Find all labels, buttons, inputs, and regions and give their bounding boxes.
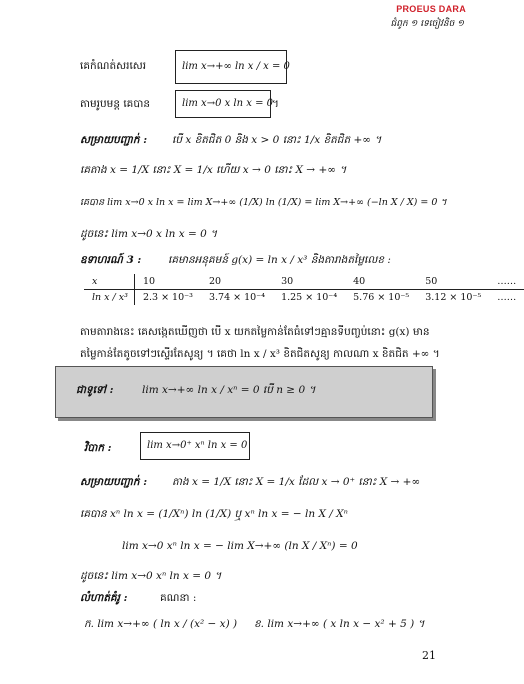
- chapter-header: ជំពូក ១ ទេចៀវនិច ១: [390, 19, 464, 29]
- table-cell: 5.76 × 10⁻⁵: [353, 292, 410, 303]
- table-header-cell: 50: [417, 274, 489, 290]
- exercise-intro: គណនា :: [160, 592, 197, 604]
- formula-end: ។: [272, 98, 279, 110]
- exercise-a: ក. lim x→+∞ ( ln x / (x² − x) ): [84, 618, 238, 630]
- table-header-cell: x: [84, 274, 134, 290]
- definition-box: lim x→+∞ ln x / x = 0: [175, 50, 287, 84]
- table-cell: ……: [497, 292, 517, 303]
- proof2-heading: សម្រាយបញ្ជាក់ :: [80, 476, 148, 488]
- proof2-line-1: តាង x = 1/X នោះ X = 1/x ដែល x → 0⁺ នោះ X → +∞: [172, 476, 421, 488]
- proof2-conclusion: ដូចនេះ lim x→0 xⁿ ln x = 0 ។: [80, 570, 222, 582]
- page-number: 21: [422, 649, 436, 662]
- table-header-cell: 20: [201, 274, 273, 290]
- observation-line-2: តម្លៃកាន់តែតូចទៅៗស្ទើរតែសូន្យ ។ គេថា ln x / x³ ខិតជិតសូន្យ កាលណា x ខិតជិត +∞ ។: [80, 348, 440, 360]
- table-header-cell: ……: [489, 274, 524, 290]
- formula-box: lim x→0 x ln x = 0: [175, 90, 271, 118]
- exercise-b: ខ. lim x→+∞ ( x ln x − x² + 5 ) ។: [254, 618, 425, 630]
- proof-line-3: គេបាន lim x→0 x ln x = lim X→+∞ (1/X) ln (1/X) = lim X→+∞ (−ln X / X) = 0 ។: [80, 197, 447, 208]
- values-table: [84, 274, 524, 305]
- definition-text: គេកំណត់សរសេរ: [80, 60, 147, 72]
- example-text: គេមានអនុគមន៍ g(x) = ln x / x³ និងតារាងតម្លៃលេខ :: [168, 254, 391, 266]
- table-cell: 1.25 × 10⁻⁴: [281, 292, 338, 303]
- table-header-cell: 30: [273, 274, 345, 290]
- proof-heading: សម្រាយបញ្ជាក់ :: [80, 134, 148, 146]
- observation-line-1: តាមតារាងនេះ គេសង្កេតឃើញថា បើ x យកតម្លៃកាន់តែធំទៅៗគ្មានទីបញ្ចប់នោះ g(x) មាន: [80, 326, 430, 338]
- brand-name: PROEUS DARA: [396, 4, 466, 14]
- proof-line-2: គេតាង x = 1/X នោះ X = 1/x ហើយ x → 0 នោះ X → +∞ ។: [80, 164, 347, 176]
- table-header-cell: 10: [134, 274, 201, 290]
- example-heading: ឧទាហរណ៍ 3 :: [80, 254, 142, 266]
- corollary-box: lim x→0⁺ xⁿ ln x = 0: [140, 432, 250, 460]
- proof2-line-2: គេបាន xⁿ ln x = (1/Xⁿ) ln (1/X) ឬ xⁿ ln x = − ln X / Xⁿ: [80, 508, 348, 520]
- corollary-heading: វិបាក :: [84, 442, 112, 454]
- table-cell: 2.3 × 10⁻³: [142, 292, 193, 303]
- general-rule-banner: [55, 366, 433, 418]
- proof-line-1: បើ x ខិតជិត 0 និង x > 0 នោះ 1/x ខិតជិត +∞ ។: [172, 134, 382, 146]
- proof2-line-3: lim x→0 xⁿ ln x = − lim X→+∞ (ln X / Xⁿ) = 0: [122, 540, 358, 552]
- general-heading: ជាទូទៅ :: [76, 384, 114, 396]
- table-cell: 3.74 × 10⁻⁴: [208, 292, 266, 303]
- proof-conclusion: ដូចនេះ lim x→0 x ln x = 0 ។: [80, 228, 218, 240]
- exercise-heading: លំហាត់គំរូ :: [80, 592, 128, 604]
- general-rule: lim x→+∞ ln x / xⁿ = 0 បើ n ≥ 0 ។: [142, 384, 316, 396]
- formula-text: តាមរូបមន្ត គេបាន: [80, 98, 150, 110]
- table-row-label: ln x / x³: [84, 290, 134, 306]
- table-header-cell: 40: [345, 274, 417, 290]
- table-cell: 3.12 × 10⁻⁵: [425, 292, 482, 303]
